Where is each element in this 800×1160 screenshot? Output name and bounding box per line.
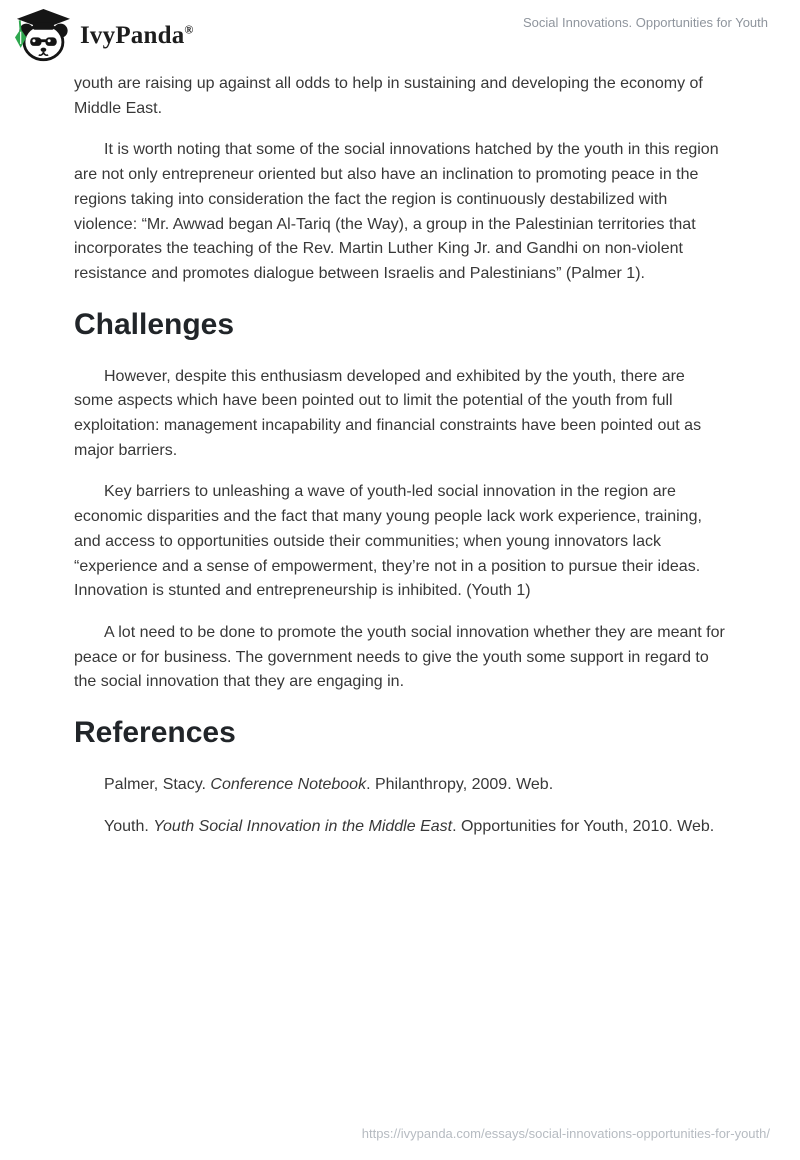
reference-title: Youth Social Innovation in the Middle East xyxy=(153,817,453,835)
reference-author: Youth. xyxy=(104,817,154,835)
paragraph-intro: It is worth noting that some of the social innovations hatched by the youth in this region are not only entrepreneur oriented but also have an inclination to promoting peace in the regions taking into consideration the fact the region is continuously destabilized with violence: “Mr. Awwad began Al-Tariq (the Way), a group in the Palestinian territories that incorporates the teaching of the Rev. Martin Luther King Jr. and Gandhi on non-violent resistance and promotes dialogue between Israelis and Palestinians” (Palmer 1). xyxy=(74,141,719,282)
section-heading-references: References xyxy=(74,716,236,750)
brand-text: IvyPanda xyxy=(80,22,185,49)
brand xyxy=(14,8,194,63)
paragraph-continuation: youth are raising up against all odds to help in sustaining and developing the economy of Middle East. xyxy=(74,75,703,117)
paragraph-challenges-1: However, despite this enthusiasm developed and exhibited by the youth, there are some aspects which have been pointed out to limit the potential of the youth from full exploitation: management incapability and financial constraints have been pointed out as major barriers. xyxy=(74,367,702,459)
panda-graduate-icon xyxy=(14,8,71,63)
brand-name xyxy=(80,8,194,63)
paragraph-challenges-2: Key barriers to unleashing a wave of youth-led social innovation in the region are economic disparities and the fact that many young people lack work experience, training, and access to opportunities outside their communities; when young innovators lack “experience and a sense of empowerment, they’re not in a position to pursue their ideas. Innovation is stunted and entrepreneurship is inhibited. (Youth 1) xyxy=(74,483,702,600)
paragraph-challenges-3: A lot need to be done to promote the youth social innovation whether they are meant for peace or for business. The government needs to give the youth some support in regard to the social innovation that they are engaging in. xyxy=(74,623,725,691)
reference-entry xyxy=(74,815,726,840)
reference-publication: . Opportunities for Youth, 2010. Web. xyxy=(452,817,715,835)
reference-title: Conference Notebook xyxy=(210,776,367,794)
reference-entry xyxy=(74,773,726,798)
essay-content xyxy=(74,72,726,856)
registered-trademark: ® xyxy=(184,22,194,37)
document-title: Social Innovations. Opportunities for Youth xyxy=(523,15,768,30)
page-header xyxy=(14,8,768,63)
reference-author: Palmer, Stacy. xyxy=(104,776,211,794)
section-heading-challenges: Challenges xyxy=(74,307,235,341)
reference-publication: . Philanthropy, 2009. Web. xyxy=(366,776,554,794)
page-source-url: https://ivypanda.com/essays/social-innovations-opportunities-for-youth/ xyxy=(361,1126,770,1141)
